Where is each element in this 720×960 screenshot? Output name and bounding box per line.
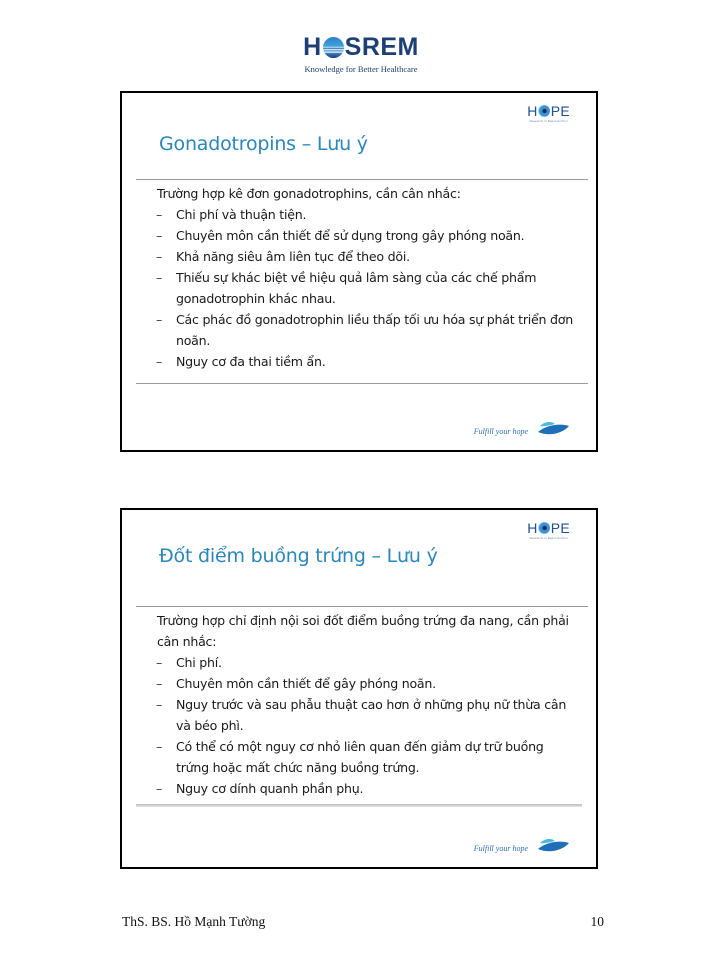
bullet-list — [157, 652, 578, 799]
dash-marker: – — [156, 312, 163, 327]
hosrem-logo-suffix: SREM — [344, 33, 419, 61]
list-item-text: Có thể có một nguy cơ nhỏ liên quan đến giảm dự trữ buồng trứng hoặc mất chức năng buồng trứng. — [176, 739, 544, 775]
eye-icon — [538, 105, 550, 117]
list-item — [157, 309, 578, 351]
list-item — [157, 694, 578, 736]
list-item — [157, 778, 578, 799]
list-item-text: Các phác đồ gonadotrophin liều thấp tối ưu hóa sự phát triển đơn noãn. — [176, 312, 573, 348]
slide-footer-brand — [474, 420, 570, 438]
intro-text: Trường hợp kê đơn gonadotrophins, cần cân nhắc: — [157, 186, 461, 201]
dash-marker: – — [156, 270, 163, 285]
divider-bottom — [136, 804, 582, 807]
slide-footer-brand — [474, 837, 570, 855]
dash-marker: – — [156, 739, 163, 754]
hope-logo-prefix: H — [527, 103, 538, 119]
dash-marker: – — [156, 207, 163, 222]
list-item-text: Chuyên môn cần thiết để gây phóng noãn. — [176, 676, 436, 691]
list-item — [157, 246, 578, 267]
slide-body — [157, 610, 578, 799]
divider-top — [136, 606, 588, 607]
hope-logo-subtitle: Research in Reproduction — [529, 119, 568, 123]
dash-marker: – — [156, 354, 163, 369]
bullet-list — [157, 204, 578, 372]
list-item — [157, 204, 578, 225]
list-item — [157, 652, 578, 673]
slide-gonadotropins — [120, 91, 598, 452]
divider-bottom — [136, 383, 588, 384]
hope-logo — [527, 104, 570, 123]
list-item-text: Chi phí. — [176, 655, 222, 670]
list-item — [157, 351, 578, 372]
slide-title: Đốt điểm buồng trứng – Lưu ý — [159, 545, 438, 567]
hosrem-logo-prefix: H — [303, 33, 322, 61]
page-number: 10 — [590, 914, 604, 929]
hosrem-logo — [296, 33, 426, 77]
list-item-text: Thiếu sự khác biệt về hiệu quả lâm sàng của các chế phẩm gonadotrophin khác nhau. — [176, 270, 537, 306]
slogan-text: Fulfill your hope — [473, 426, 528, 436]
hope-logo-prefix: H — [527, 520, 538, 536]
list-item — [157, 225, 578, 246]
list-item — [157, 673, 578, 694]
author-name: ThS. BS. Hồ Mạnh Tường — [122, 914, 266, 929]
hope-logo-suffix: PE — [550, 520, 570, 536]
divider-top — [136, 179, 588, 180]
list-item-text: Nguy trước và sau phẫu thuật cao hơn ở những phụ nữ thừa cân và béo phì. — [176, 697, 567, 733]
slide-body — [157, 183, 578, 372]
ocean-globe-icon — [323, 37, 344, 58]
wing-logo-icon — [536, 420, 570, 438]
dash-marker: – — [156, 697, 163, 712]
list-item-text: Khả năng siêu âm liên tục để theo dõi. — [176, 249, 410, 264]
list-item-text: Nguy cơ dính quanh phần phụ. — [176, 781, 364, 796]
intro-text: Trường hợp chỉ định nội soi đốt điểm buồng trứng đa nang, cần phải cân nhắc: — [157, 613, 569, 649]
hope-logo-subtitle: Research in Reproduction — [529, 536, 568, 540]
page-footer — [122, 914, 604, 930]
hope-logo — [527, 521, 570, 540]
dash-marker: – — [156, 228, 163, 243]
hosrem-tagline: Knowledge for Better Healthcare — [304, 64, 418, 74]
slide-ovarian-drilling — [120, 508, 598, 869]
list-item-text: Chuyên môn cần thiết để sử dụng trong gây phóng noãn. — [176, 228, 525, 243]
list-item-text: Chi phí và thuận tiện. — [176, 207, 307, 222]
dash-marker: – — [156, 249, 163, 264]
list-item — [157, 267, 578, 309]
hope-logo-suffix: PE — [550, 103, 570, 119]
dash-marker: – — [156, 655, 163, 670]
slogan-text: Fulfill your hope — [473, 843, 528, 853]
dash-marker: – — [156, 676, 163, 691]
hosrem-wordmark — [296, 33, 426, 61]
list-item — [157, 736, 578, 778]
slide-title: Gonadotropins – Lưu ý — [159, 133, 368, 155]
list-item-text: Nguy cơ đa thai tiềm ẩn. — [176, 354, 326, 369]
eye-icon — [538, 522, 550, 534]
dash-marker: – — [156, 781, 163, 796]
wing-logo-icon — [536, 837, 570, 855]
